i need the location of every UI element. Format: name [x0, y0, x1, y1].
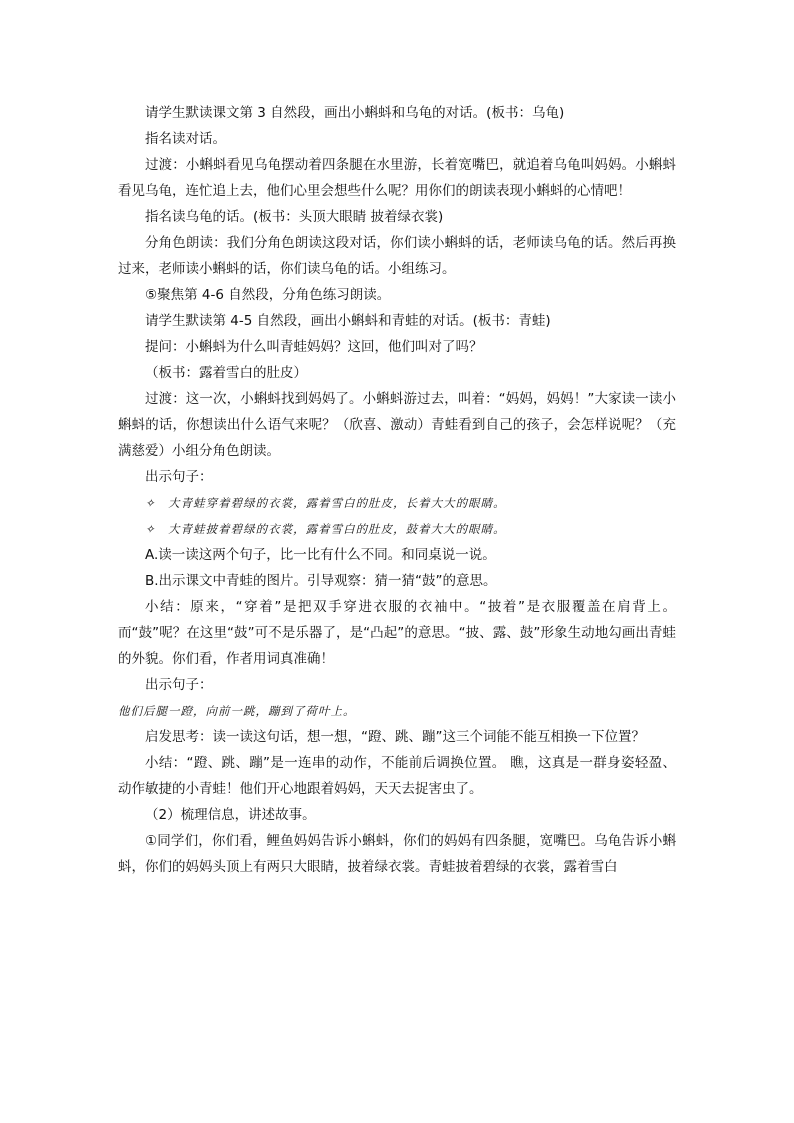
paragraph: 出示句子： [145, 677, 213, 693]
example-sentence: ✧ 大青蛙穿着碧绿的衣裳，露着雪白的肚皮，长着大大的眼睛。 [145, 496, 506, 510]
paragraph: 请学生默读第 4-5 自然段，画出小蝌蚪和青蛙的对话。(板书：青蛙) [145, 313, 551, 329]
paragraph: 请学生默读课文第 3 自然段，画出小蝌蚪和乌龟的对话。(板书：乌龟) [145, 105, 565, 121]
paragraph: 过渡：这一次，小蝌蚪找到妈妈了。小蝌蚪游过去，叫着：“妈妈，妈妈！”大家读一读小蝌蚪的话，你想读出什么语气来呢？（欣喜、激动）青蛙看到自己的孩子，会怎样说呢？（充满慈爱）小组分角色朗读。 [118, 391, 676, 459]
example-sentence: ✧ 大青蛙披着碧绿的衣裳，露着雪白的肚皮，鼓着大大的眼睛。 [145, 522, 506, 536]
paragraph: 启发思考：读一读这句话，想一想，“蹬、跳、蹦”这三个词能不能互相换一下位置？ [145, 729, 645, 745]
paragraph: 指名读乌龟的话。(板书：头顶大眼睛 披着绿衣裳) [145, 209, 444, 225]
paragraph: ⑤聚焦第 4-6 自然段，分角色练习朗读。 [145, 287, 391, 303]
lesson-plan-body [118, 100, 676, 880]
paragraph: ①同学们，你们看，鲤鱼妈妈告诉小蝌蚪，你们的妈妈有四条腿，宽嘴巴。乌龟告诉小蝌蚪，你们的妈妈头顶上有两只大眼睛，披着绿衣裳。青蛙披着碧绿的衣裳，露着雪白 [118, 833, 676, 875]
paragraph: （板书：露着雪白的肚皮） [145, 365, 307, 381]
paragraph: 小结：“蹬、跳、蹦”是一连串的动作，不能前后调换位置。 瞧，这真是一群身姿轻盈、动作敏捷的小青蛙！他们开心地跟着妈妈，天天去捉害虫了。 [118, 755, 676, 797]
paragraph: 分角色朗读：我们分角色朗读这段对话，你们读小蝌蚪的话，老师读乌龟的话。然后再换过来，老师读小蝌蚪的话，你们读乌龟的话。小组练习。 [118, 235, 676, 277]
paragraph: 小结：原来，“穿着”是把双手穿进衣服的衣袖中。“披着”是衣服覆盖在肩背上。而“鼓”呢？在这里“鼓”可不是乐器了，是“凸起”的意思。“披、露、鼓”形象生动地勾画出青蛙的外貌。你们看，作者用词真准确！ [118, 599, 676, 667]
paragraph: 提问：小蝌蚪为什么叫青蛙妈妈？这回，他们叫对了吗？ [145, 339, 483, 355]
paragraph: 过渡：小蝌蚪看见乌龟摆动着四条腿在水里游，长着宽嘴巴，就追着乌龟叫妈妈。小蝌蚪看见乌龟，连忙追上去，他们心里会想些什么呢？用你们的朗读表现小蝌蚪的心情吧！ [118, 157, 676, 199]
paragraph: B.出示课文中青蛙的图片。引导观察：猜一猜“鼓”的意思。 [145, 573, 497, 589]
paragraph: A.读一读这两个句子，比一比有什么不同。和同桌说一说。 [145, 547, 496, 563]
example-sentence: 他们后腿一蹬，向前一跳，蹦到了荷叶上。 [118, 704, 356, 718]
paragraph: （2）梳理信息，讲述故事。 [145, 807, 316, 823]
paragraph: 出示句子： [145, 469, 213, 485]
paragraph: 指名读对话。 [145, 131, 226, 147]
